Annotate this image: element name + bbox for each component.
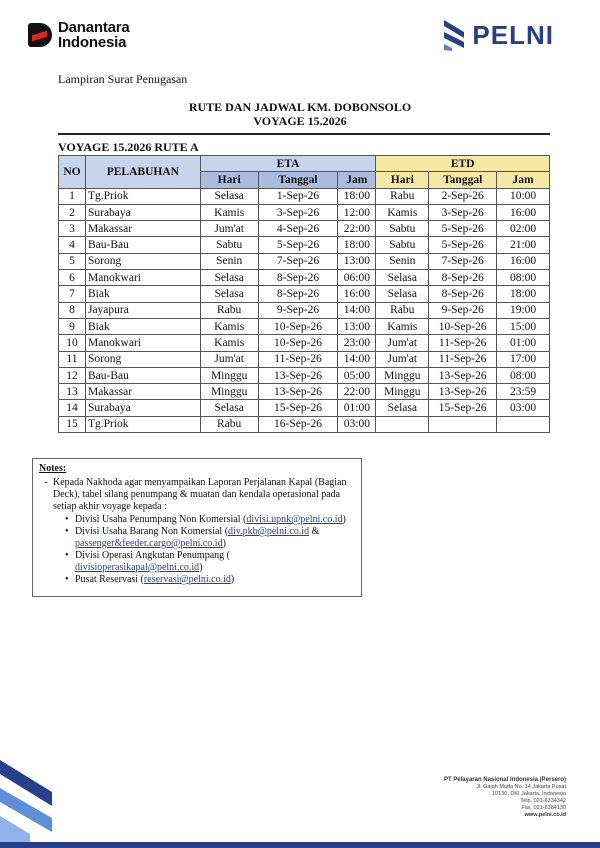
- etd-day-cell: Selasa: [376, 400, 429, 416]
- danantara-logo: [28, 20, 130, 50]
- row-number: 14: [59, 400, 86, 416]
- eta-time-cell: 14:00: [338, 302, 376, 318]
- footer-bar: [0, 842, 600, 848]
- eta-day-cell: Selasa: [200, 188, 258, 204]
- etd-time-cell: 21:00: [497, 237, 550, 253]
- eta-day-cell: Jum'at: [200, 351, 258, 367]
- eta-day-cell: Rabu: [200, 416, 258, 432]
- port-cell: Bau-Bau: [85, 237, 200, 253]
- list-item: • Divisi Operasi Angkutan Penumpang ( divisioperasikapal@pelni.co.id): [65, 550, 355, 574]
- etd-day-cell: Sabtu: [376, 237, 429, 253]
- eta-time-cell: 03:00: [338, 416, 376, 432]
- eta-day-cell: Kamis: [200, 318, 258, 334]
- row-number: 8: [59, 302, 86, 318]
- eta-date-cell: 15-Sep-26: [258, 400, 338, 416]
- list-item: • Pusat Reservasi (reservasi@pelni.co.id): [65, 574, 355, 586]
- notes-recipient-list: [65, 514, 355, 586]
- table-row: [59, 318, 550, 334]
- etd-date-cell: 11-Sep-26: [429, 335, 497, 351]
- company-fax: Fax. 021-6384130: [521, 805, 566, 811]
- email-link[interactable]: divisi.upnk@pelni.co.id: [246, 514, 343, 525]
- port-cell: Manokwari: [85, 335, 200, 351]
- eta-day-cell: Kamis: [200, 335, 258, 351]
- row-number: 10: [59, 335, 86, 351]
- etd-day-cell: Jum'at: [376, 351, 429, 367]
- eta-time-cell: 05:00: [338, 367, 376, 383]
- notes-title: Notes:: [39, 463, 67, 474]
- row-number: 2: [59, 204, 86, 220]
- eta-date-cell: 13-Sep-26: [258, 384, 338, 400]
- eta-day-cell: Selasa: [200, 400, 258, 416]
- pelni-chevron-icon: [442, 18, 468, 52]
- eta-time-cell: 22:00: [338, 384, 376, 400]
- etd-date-cell: 11-Sep-26: [429, 351, 497, 367]
- etd-time-cell: 01:00: [497, 335, 550, 351]
- etd-time-cell: 17:00: [497, 351, 550, 367]
- etd-day-cell: Selasa: [376, 270, 429, 286]
- column-header-etd-day: Hari: [376, 172, 429, 188]
- etd-date-cell: 8-Sep-26: [429, 286, 497, 302]
- eta-day-cell: Sabtu: [200, 237, 258, 253]
- notes-dash: -: [44, 477, 48, 488]
- port-cell: Makassar: [85, 221, 200, 237]
- company-phone: Telp. 021-6334342: [520, 798, 566, 804]
- eta-date-cell: 11-Sep-26: [258, 351, 338, 367]
- eta-date-cell: 3-Sep-26: [258, 204, 338, 220]
- pelni-wordmark: PELNI: [472, 19, 554, 50]
- eta-time-cell: 18:00: [338, 237, 376, 253]
- company-name: PT Pelayaran Nasional Indonesia (Persero): [443, 777, 566, 783]
- list-item: • Divisi Usaha Barang Non Komersial (div.pkb@pelni.co.id & passenger&feeder.cargo@pelni.co.id): [65, 526, 355, 550]
- etd-day-cell: Selasa: [376, 286, 429, 302]
- port-cell: Surabaya: [85, 204, 200, 220]
- etd-time-cell: 16:00: [497, 204, 550, 220]
- column-header-eta-day: Hari: [200, 172, 258, 188]
- etd-time-cell: 19:00: [497, 302, 550, 318]
- attachment-label: Lampiran Surat Penugasan: [58, 72, 188, 86]
- row-number: 6: [59, 270, 86, 286]
- table-row: [59, 302, 550, 318]
- pelni-footer-chevron-icon: [0, 760, 60, 844]
- eta-time-cell: 14:00: [338, 351, 376, 367]
- table-row: [59, 221, 550, 237]
- voyage-label: VOYAGE 15.2026 RUTE A: [58, 140, 199, 154]
- row-number: 1: [59, 188, 86, 204]
- notes-intro-text: Kepada Nakhoda agar menyampaikan Laporan Perjalanan Kapal (Bagian Deck), tabel silang penumpang & muatan dan kendala operasional pada setiap akhir voyage kepada :: [53, 477, 347, 512]
- email-link[interactable]: passenger&feeder.cargo@pelni.co.id: [75, 538, 223, 549]
- eta-date-cell: 9-Sep-26: [258, 302, 338, 318]
- eta-day-cell: Minggu: [200, 367, 258, 383]
- company-address-2: 10130, DKI Jakarta, Indonesia: [492, 791, 566, 797]
- column-header-etd-date: Tanggal: [429, 172, 497, 188]
- etd-time-cell: 03:00: [497, 400, 550, 416]
- table-row: [59, 253, 550, 269]
- etd-time-cell: 16:00: [497, 253, 550, 269]
- column-header-eta-time: Jam: [338, 172, 376, 188]
- eta-date-cell: 4-Sep-26: [258, 221, 338, 237]
- column-group-eta: ETA: [200, 156, 376, 172]
- document-title: RUTE DAN JADWAL KM. DOBONSOLO: [188, 100, 412, 114]
- etd-time-cell: 08:00: [497, 270, 550, 286]
- eta-day-cell: Minggu: [200, 384, 258, 400]
- etd-date-cell: 9-Sep-26: [429, 302, 497, 318]
- title-divider: [58, 133, 550, 135]
- etd-time-cell: 23:59: [497, 384, 550, 400]
- eta-time-cell: 22:00: [338, 221, 376, 237]
- danantara-wordmark: Danantara Indonesia: [58, 19, 130, 51]
- row-number: 4: [59, 237, 86, 253]
- port-cell: Jayapura: [85, 302, 200, 318]
- row-number: 15: [59, 416, 86, 432]
- port-cell: Surabaya: [85, 400, 200, 416]
- etd-date-cell: 10-Sep-26: [429, 318, 497, 334]
- eta-time-cell: 18:00: [338, 188, 376, 204]
- etd-day-cell: Senin: [376, 253, 429, 269]
- row-number: 9: [59, 318, 86, 334]
- port-cell: Sorong: [85, 253, 200, 269]
- port-cell: Biak: [85, 318, 200, 334]
- etd-day-cell: Minggu: [376, 367, 429, 383]
- eta-time-cell: 13:00: [338, 253, 376, 269]
- etd-day-cell: Kamis: [376, 318, 429, 334]
- etd-day-cell: Kamis: [376, 204, 429, 220]
- email-link[interactable]: divisioperasikapal@pelni.co.id: [75, 562, 200, 573]
- etd-date-cell: 13-Sep-26: [429, 367, 497, 383]
- port-cell: Tg.Priok: [85, 416, 200, 432]
- column-header-eta-date: Tanggal: [258, 172, 338, 188]
- document-subtitle: VOYAGE 15.2026: [253, 114, 347, 128]
- etd-date-cell: [429, 416, 497, 432]
- eta-date-cell: 8-Sep-26: [258, 270, 338, 286]
- notes-box: [32, 458, 362, 597]
- row-number: 11: [59, 351, 86, 367]
- etd-date-cell: 7-Sep-26: [429, 253, 497, 269]
- eta-time-cell: 23:00: [338, 335, 376, 351]
- table-row: [59, 286, 550, 302]
- eta-date-cell: 1-Sep-26: [258, 188, 338, 204]
- eta-date-cell: 5-Sep-26: [258, 237, 338, 253]
- table-row: [59, 188, 550, 204]
- row-number: 3: [59, 221, 86, 237]
- eta-time-cell: 12:00: [338, 204, 376, 220]
- etd-day-cell: Sabtu: [376, 221, 429, 237]
- etd-day-cell: Minggu: [376, 384, 429, 400]
- notes-intro: [39, 477, 355, 513]
- eta-day-cell: Jum'at: [200, 221, 258, 237]
- etd-day-cell: Jum'at: [376, 335, 429, 351]
- etd-date-cell: 2-Sep-26: [429, 188, 497, 204]
- etd-time-cell: 08:00: [497, 367, 550, 383]
- port-cell: Makassar: [85, 384, 200, 400]
- eta-time-cell: 13:00: [338, 318, 376, 334]
- column-header-no: NO: [59, 156, 86, 189]
- eta-day-cell: Senin: [200, 253, 258, 269]
- etd-date-cell: 3-Sep-26: [429, 204, 497, 220]
- company-address-1: Jl. Gajah Mada No. 14 Jakarta Pusat: [476, 784, 566, 790]
- etd-time-cell: 02:00: [497, 221, 550, 237]
- etd-time-cell: 15:00: [497, 318, 550, 334]
- eta-day-cell: Rabu: [200, 302, 258, 318]
- company-website[interactable]: www.pelni.co.id: [524, 812, 566, 818]
- eta-day-cell: Kamis: [200, 204, 258, 220]
- eta-date-cell: 10-Sep-26: [258, 318, 338, 334]
- danantara-mark-icon: [28, 23, 52, 47]
- row-number: 5: [59, 253, 86, 269]
- eta-time-cell: 06:00: [338, 270, 376, 286]
- email-link[interactable]: div.pkb@pelni.co.id: [228, 526, 310, 537]
- table-row: [59, 204, 550, 220]
- etd-time-cell: [497, 416, 550, 432]
- eta-date-cell: 8-Sep-26: [258, 286, 338, 302]
- eta-time-cell: 01:00: [338, 400, 376, 416]
- etd-date-cell: 15-Sep-26: [429, 400, 497, 416]
- port-cell: Bau-Bau: [85, 367, 200, 383]
- etd-date-cell: 5-Sep-26: [429, 237, 497, 253]
- etd-time-cell: 18:00: [497, 286, 550, 302]
- table-row: [59, 335, 550, 351]
- eta-date-cell: 10-Sep-26: [258, 335, 338, 351]
- column-header-etd-time: Jam: [497, 172, 550, 188]
- email-link[interactable]: reservasi@pelni.co.id: [143, 574, 231, 585]
- etd-time-cell: 10:00: [497, 188, 550, 204]
- eta-date-cell: 13-Sep-26: [258, 367, 338, 383]
- port-cell: Sorong: [85, 351, 200, 367]
- pelni-logo: [442, 18, 554, 52]
- port-cell: Tg.Priok: [85, 188, 200, 204]
- column-header-port: PELABUHAN: [85, 156, 200, 189]
- port-cell: Biak: [85, 286, 200, 302]
- etd-day-cell: Rabu: [376, 302, 429, 318]
- table-row: [59, 416, 550, 432]
- table-row: [59, 384, 550, 400]
- column-group-etd: ETD: [376, 156, 550, 172]
- eta-date-cell: 16-Sep-26: [258, 416, 338, 432]
- row-number: 12: [59, 367, 86, 383]
- row-number: 7: [59, 286, 86, 302]
- company-info: [406, 777, 566, 819]
- schedule-table: [58, 155, 550, 433]
- table-row: [59, 400, 550, 416]
- etd-date-cell: 8-Sep-26: [429, 270, 497, 286]
- table-row: [59, 351, 550, 367]
- port-cell: Manokwari: [85, 270, 200, 286]
- eta-day-cell: Selasa: [200, 270, 258, 286]
- eta-time-cell: 16:00: [338, 286, 376, 302]
- etd-day-cell: Rabu: [376, 188, 429, 204]
- etd-day-cell: [376, 416, 429, 432]
- list-item: • Divisi Usaha Penumpang Non Komersial (divisi.upnk@pelni.co.id): [65, 514, 355, 526]
- table-row: [59, 367, 550, 383]
- table-row: [59, 270, 550, 286]
- row-number: 13: [59, 384, 86, 400]
- etd-date-cell: 5-Sep-26: [429, 221, 497, 237]
- etd-date-cell: 13-Sep-26: [429, 384, 497, 400]
- eta-day-cell: Selasa: [200, 286, 258, 302]
- table-row: [59, 237, 550, 253]
- eta-date-cell: 7-Sep-26: [258, 253, 338, 269]
